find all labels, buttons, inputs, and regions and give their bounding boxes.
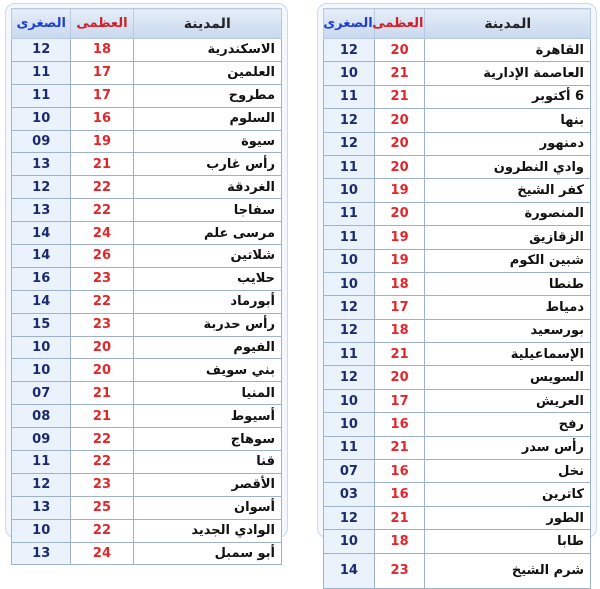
table-row [12,428,282,451]
table-row [12,496,282,519]
table-row [12,153,282,176]
min-temp-cell: 10 [12,336,71,359]
city-cell: كفر الشيخ [425,179,591,202]
table-row [12,39,282,62]
city-cell: قنا [133,451,282,474]
city-cell: الزقازيق [425,226,591,249]
max-temp-cell: 17 [71,84,133,107]
min-temp-cell: 10 [324,413,375,436]
city-cell: أبو سمبل [133,542,282,565]
table-row [324,249,591,272]
city-cell: شرم الشيخ [425,553,591,588]
table-row [324,85,591,108]
right-forecast-panel [317,3,597,579]
min-temp-cell: 13 [12,153,71,176]
table-row [12,290,282,313]
max-temp-cell: 22 [71,290,133,313]
city-cell: نخل [425,460,591,483]
min-temp-cell: 14 [12,245,71,268]
min-temp-cell: 13 [12,496,71,519]
city-cell: أسيوط [133,405,282,428]
max-temp-cell: 22 [71,519,133,542]
max-temp-cell: 21 [374,62,425,85]
min-temp-cell: 12 [324,39,375,62]
max-temp-cell: 18 [374,319,425,342]
max-temp-cell: 20 [71,336,133,359]
min-temp-cell: 09 [12,428,71,451]
table-row [324,530,591,553]
max-temp-cell: 22 [71,199,133,222]
min-temp-cell: 12 [324,506,375,529]
min-temp-cell: 08 [12,405,71,428]
min-temp-cell: 10 [324,389,375,412]
city-cell: سوهاج [133,428,282,451]
city-cell: الأقصر [133,473,282,496]
min-temp-cell: 11 [12,451,71,474]
table-row [12,359,282,382]
table-row [12,336,282,359]
max-temp-cell: 23 [71,473,133,496]
city-cell: العلمين [133,61,282,84]
min-temp-cell: 12 [324,319,375,342]
right-forecast-table [323,8,591,589]
max-temp-cell: 23 [71,313,133,336]
header-max: العظمى [71,9,133,39]
city-cell: الوادي الجديد [133,519,282,542]
max-temp-cell: 25 [71,496,133,519]
max-temp-cell: 20 [374,202,425,225]
table-row [324,483,591,506]
max-temp-cell: 21 [374,343,425,366]
max-temp-cell: 16 [71,107,133,130]
min-temp-cell: 10 [12,107,71,130]
table-row [12,313,282,336]
city-cell: سفاجا [133,199,282,222]
max-temp-cell: 19 [374,249,425,272]
city-cell: المنيا [133,382,282,405]
max-temp-cell: 18 [374,530,425,553]
min-temp-cell: 16 [12,267,71,290]
table-row [324,296,591,319]
max-temp-cell: 19 [71,130,133,153]
city-cell: أبورماد [133,290,282,313]
max-temp-cell: 22 [71,176,133,199]
min-temp-cell: 12 [324,109,375,132]
header-city: المدينة [425,9,591,39]
city-cell: العريش [425,389,591,412]
table-row [12,130,282,153]
max-temp-cell: 20 [374,155,425,178]
table-row [324,343,591,366]
table-row [324,553,591,588]
header-min: الصغرى [324,9,375,39]
min-temp-cell: 11 [12,84,71,107]
header-min: الصغرى [12,9,71,39]
left-forecast-table [11,8,282,565]
max-temp-cell: 21 [71,382,133,405]
table-row [12,61,282,84]
min-temp-cell: 07 [324,460,375,483]
city-cell: السويس [425,366,591,389]
min-temp-cell: 07 [12,382,71,405]
max-temp-cell: 19 [374,179,425,202]
max-temp-cell: 21 [71,405,133,428]
city-cell: العاصمة الإدارية [425,62,591,85]
table-row [12,405,282,428]
min-temp-cell: 10 [12,519,71,542]
city-cell: دمنهور [425,132,591,155]
table-row [324,319,591,342]
min-temp-cell: 10 [12,359,71,382]
table-row [324,109,591,132]
table-row [324,366,591,389]
city-cell: دمياط [425,296,591,319]
table-row [324,155,591,178]
max-temp-cell: 20 [374,109,425,132]
min-temp-cell: 11 [324,202,375,225]
max-temp-cell: 16 [374,460,425,483]
table-row [12,107,282,130]
table-row [324,39,591,62]
max-temp-cell: 20 [71,359,133,382]
min-temp-cell: 11 [324,226,375,249]
city-cell: شبين الكوم [425,249,591,272]
min-temp-cell: 11 [12,61,71,84]
max-temp-cell: 16 [374,413,425,436]
city-cell: كاترين [425,483,591,506]
table-header-row [324,9,591,39]
city-cell: بنها [425,109,591,132]
min-temp-cell: 14 [12,290,71,313]
table-row [324,436,591,459]
min-temp-cell: 12 [12,176,71,199]
city-cell: الغردقة [133,176,282,199]
min-temp-cell: 03 [324,483,375,506]
city-cell: 6 أكتوبر [425,85,591,108]
left-table-body [12,39,282,565]
city-cell: الطور [425,506,591,529]
min-temp-cell: 11 [324,343,375,366]
max-temp-cell: 21 [374,506,425,529]
left-forecast-panel [5,3,288,562]
table-row [12,267,282,290]
table-row [12,84,282,107]
city-cell: بني سويف [133,359,282,382]
max-temp-cell: 17 [71,61,133,84]
max-temp-cell: 23 [71,267,133,290]
city-cell: الاسكندرية [133,39,282,62]
city-cell: السلوم [133,107,282,130]
max-temp-cell: 26 [71,245,133,268]
city-cell: سيوة [133,130,282,153]
table-row [324,132,591,155]
table-row [12,222,282,245]
min-temp-cell: 10 [324,272,375,295]
max-temp-cell: 23 [374,553,425,588]
table-row [324,460,591,483]
min-temp-cell: 14 [324,553,375,588]
table-row [12,382,282,405]
city-cell: المنصورة [425,202,591,225]
table-row [12,473,282,496]
city-cell: الإسماعيلية [425,343,591,366]
city-cell: الفيوم [133,336,282,359]
table-row [324,202,591,225]
table-row [12,199,282,222]
max-temp-cell: 20 [374,366,425,389]
min-temp-cell: 11 [324,85,375,108]
max-temp-cell: 21 [71,153,133,176]
table-row [324,62,591,85]
header-max: العظمى [374,9,425,39]
max-temp-cell: 18 [71,39,133,62]
min-temp-cell: 13 [12,542,71,565]
max-temp-cell: 20 [374,132,425,155]
max-temp-cell: 24 [71,222,133,245]
table-row [324,179,591,202]
max-temp-cell: 17 [374,296,425,319]
min-temp-cell: 11 [324,155,375,178]
city-cell: حلايب [133,267,282,290]
table-row [324,272,591,295]
max-temp-cell: 24 [71,542,133,565]
city-cell: وادي النطرون [425,155,591,178]
min-temp-cell: 12 [12,473,71,496]
min-temp-cell: 09 [12,130,71,153]
max-temp-cell: 22 [71,451,133,474]
city-cell: رأس غارب [133,153,282,176]
city-cell: رأس سدر [425,436,591,459]
min-temp-cell: 14 [12,222,71,245]
max-temp-cell: 21 [374,436,425,459]
min-temp-cell: 13 [12,199,71,222]
city-cell: القاهرة [425,39,591,62]
city-cell: أسوان [133,496,282,519]
min-temp-cell: 10 [324,249,375,272]
max-temp-cell: 21 [374,85,425,108]
city-cell: بورسعيد [425,319,591,342]
header-city: المدينة [133,9,282,39]
city-cell: شلاتين [133,245,282,268]
max-temp-cell: 19 [374,226,425,249]
city-cell: رفح [425,413,591,436]
max-temp-cell: 20 [374,39,425,62]
table-row [12,451,282,474]
table-header-row [12,9,282,39]
min-temp-cell: 10 [324,179,375,202]
max-temp-cell: 17 [374,389,425,412]
min-temp-cell: 11 [324,436,375,459]
max-temp-cell: 18 [374,272,425,295]
city-cell: مرسى علم [133,222,282,245]
min-temp-cell: 10 [324,62,375,85]
city-cell: طنطا [425,272,591,295]
min-temp-cell: 15 [12,313,71,336]
table-row [12,176,282,199]
table-row [12,245,282,268]
min-temp-cell: 12 [12,39,71,62]
city-cell: رأس حدربة [133,313,282,336]
table-row [12,542,282,565]
min-temp-cell: 10 [324,530,375,553]
table-row [324,389,591,412]
max-temp-cell: 22 [71,428,133,451]
city-cell: طابا [425,530,591,553]
min-temp-cell: 12 [324,296,375,319]
min-temp-cell: 12 [324,132,375,155]
min-temp-cell: 12 [324,366,375,389]
right-table-body [324,39,591,589]
city-cell: مطروح [133,84,282,107]
max-temp-cell: 16 [374,483,425,506]
table-row [324,226,591,249]
table-row [324,506,591,529]
table-row [324,413,591,436]
table-row [12,519,282,542]
